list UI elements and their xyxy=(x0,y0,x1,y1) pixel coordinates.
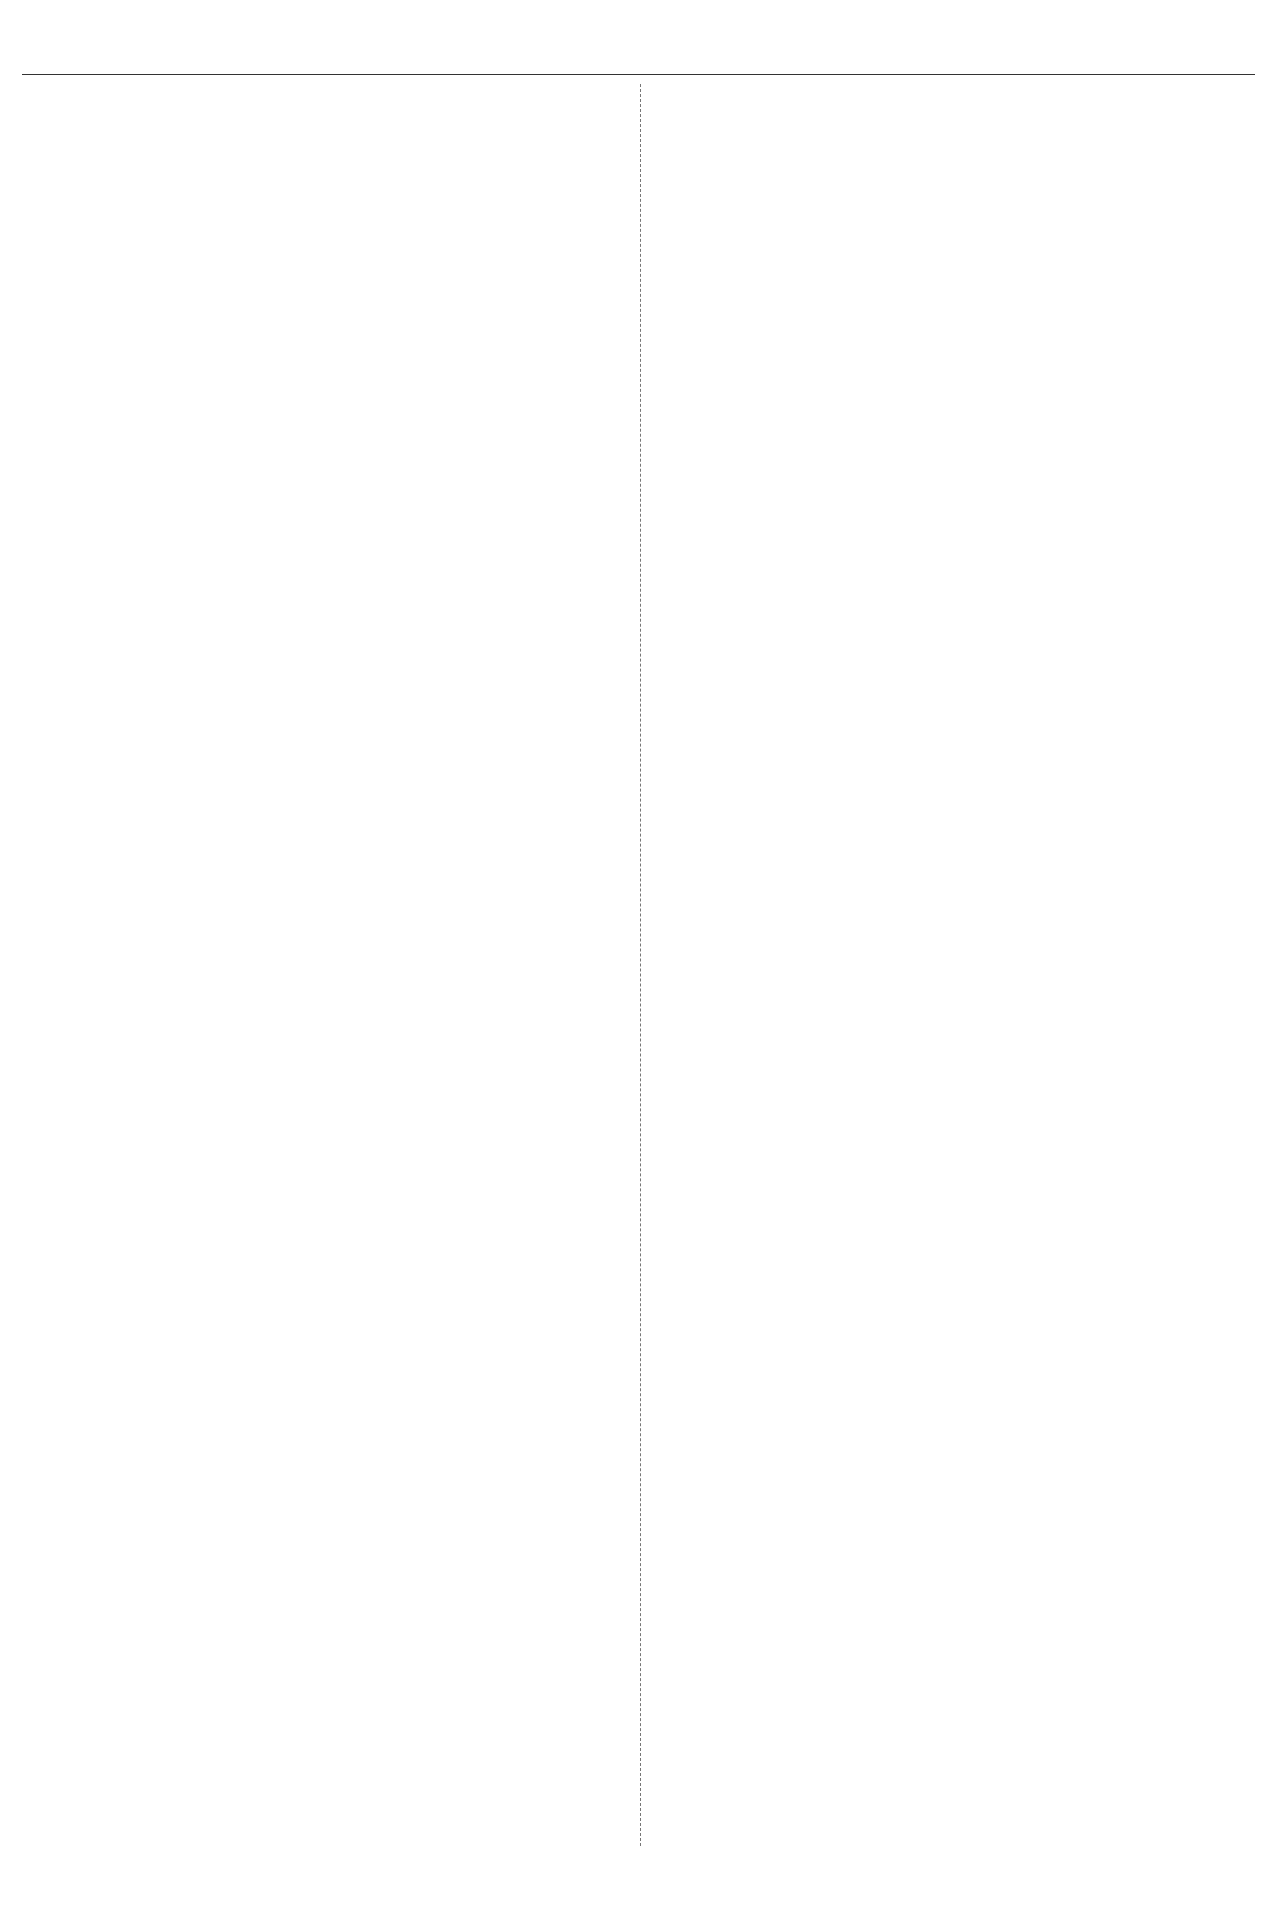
header-rule xyxy=(22,74,1255,75)
column-divider xyxy=(640,84,641,1846)
